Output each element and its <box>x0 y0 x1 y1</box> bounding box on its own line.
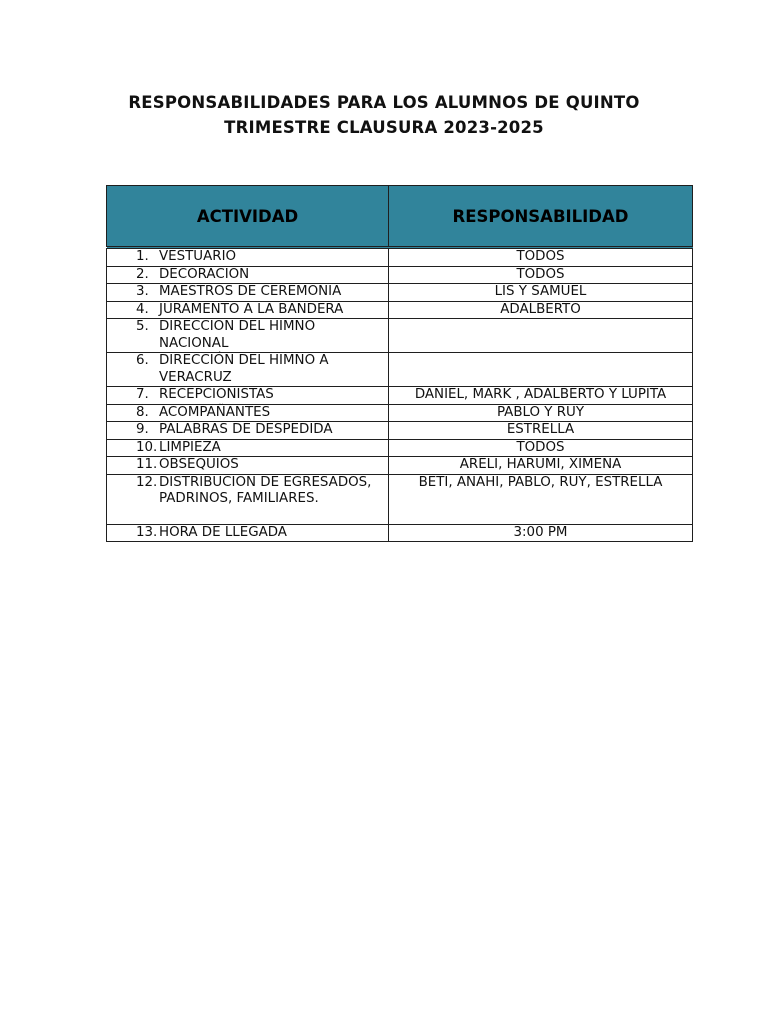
activity-text: DIRECCION DEL HIMNO NACIONAL <box>159 319 316 351</box>
row-number: 9. <box>136 422 149 437</box>
activity-cell <box>107 524 389 542</box>
activity-text: RECEPCIONISTAS <box>159 387 274 402</box>
table-row <box>107 387 693 405</box>
activity-cell <box>107 353 389 387</box>
activity-text: JURAMENTO A LA BANDERA <box>159 301 344 317</box>
activity-cell <box>107 266 389 284</box>
responsible-cell: TODOS <box>389 266 693 284</box>
responsible-cell: ADALBERTO <box>389 301 693 319</box>
responsible-cell: 3:00 PM <box>389 524 693 542</box>
activity-text: ACOMPAÑANTES <box>159 404 271 420</box>
responsible-cell: ESTRELLA <box>389 422 693 440</box>
table-row <box>107 404 693 422</box>
activity-cell <box>107 474 389 524</box>
header-responsabilidad: RESPONSABILIDAD <box>389 186 693 248</box>
activity-cell <box>107 422 389 440</box>
row-number: 5. <box>136 319 149 334</box>
activity-text: DIRECCIÓN DEL HIMNO A VERACRUZ <box>159 353 329 385</box>
title-line-2: TRIMESTRE CLAUSURA 2023-2025 <box>224 118 544 137</box>
table-row <box>107 301 693 319</box>
responsible-cell: LIS Y SAMUEL <box>389 284 693 302</box>
activity-cell <box>107 284 389 302</box>
row-number: 3. <box>136 284 149 299</box>
row-number: 6. <box>136 353 149 368</box>
responsible-cell: ARELI, HARUMI, XIMENA <box>389 457 693 475</box>
activity-text: OBSEQUIOS <box>159 457 239 472</box>
activity-text: DECORACION <box>159 266 250 282</box>
responsible-cell <box>389 353 693 387</box>
responsible-cell <box>389 319 693 353</box>
table-row <box>107 248 693 267</box>
header-actividad: ACTIVIDAD <box>107 186 389 248</box>
responsible-cell: TODOS <box>389 439 693 457</box>
activity-text: VESTUARIO <box>159 249 237 264</box>
document-title <box>0 90 768 140</box>
activity-cell <box>107 387 389 405</box>
activity-cell <box>107 319 389 353</box>
row-number: 4. <box>136 301 149 317</box>
responsible-cell: TODOS <box>389 248 693 267</box>
activity-text: PALABRAS DE DESPEDIDA <box>159 422 333 437</box>
activity-cell <box>107 301 389 319</box>
activity-cell <box>107 248 389 267</box>
activity-cell <box>107 439 389 457</box>
responsible-cell: PABLO Y RUY <box>389 404 693 422</box>
activity-cell <box>107 457 389 475</box>
table-row <box>107 422 693 440</box>
row-number: 2. <box>136 266 149 282</box>
row-number: 7. <box>136 387 149 402</box>
activity-text: DISTRIBUCION DE EGRESADOS, PADRINOS, FAMILIARES. <box>159 474 372 506</box>
activity-cell <box>107 404 389 422</box>
activity-text: MAESTROS DE CEREMONIA <box>159 284 342 299</box>
table-row <box>107 439 693 457</box>
row-number: 10. <box>136 439 158 455</box>
table-row <box>107 457 693 475</box>
table-row <box>107 319 693 353</box>
activity-text: HORA DE LLEGADA <box>159 524 287 540</box>
row-number: 1. <box>136 249 149 264</box>
responsible-cell: BETI, ANAHI, PABLO, RUY, ESTRELLA <box>389 474 693 524</box>
table-row <box>107 266 693 284</box>
table-row <box>107 474 693 524</box>
row-number: 13. <box>136 524 158 540</box>
responsible-cell: DANIEL, MARK , ADALBERTO Y LUPITA <box>389 387 693 405</box>
row-number: 11. <box>136 457 158 472</box>
table-row <box>107 284 693 302</box>
activity-text: LIMPIEZA <box>159 439 221 455</box>
title-line-1: RESPONSABILIDADES PARA LOS ALUMNOS DE QUINTO <box>128 93 640 112</box>
row-number: 8. <box>136 404 149 420</box>
table-row <box>107 524 693 542</box>
responsibilities-table <box>106 185 693 542</box>
row-number: 12. <box>136 474 158 490</box>
table-row <box>107 353 693 387</box>
table-header-row <box>107 186 693 248</box>
